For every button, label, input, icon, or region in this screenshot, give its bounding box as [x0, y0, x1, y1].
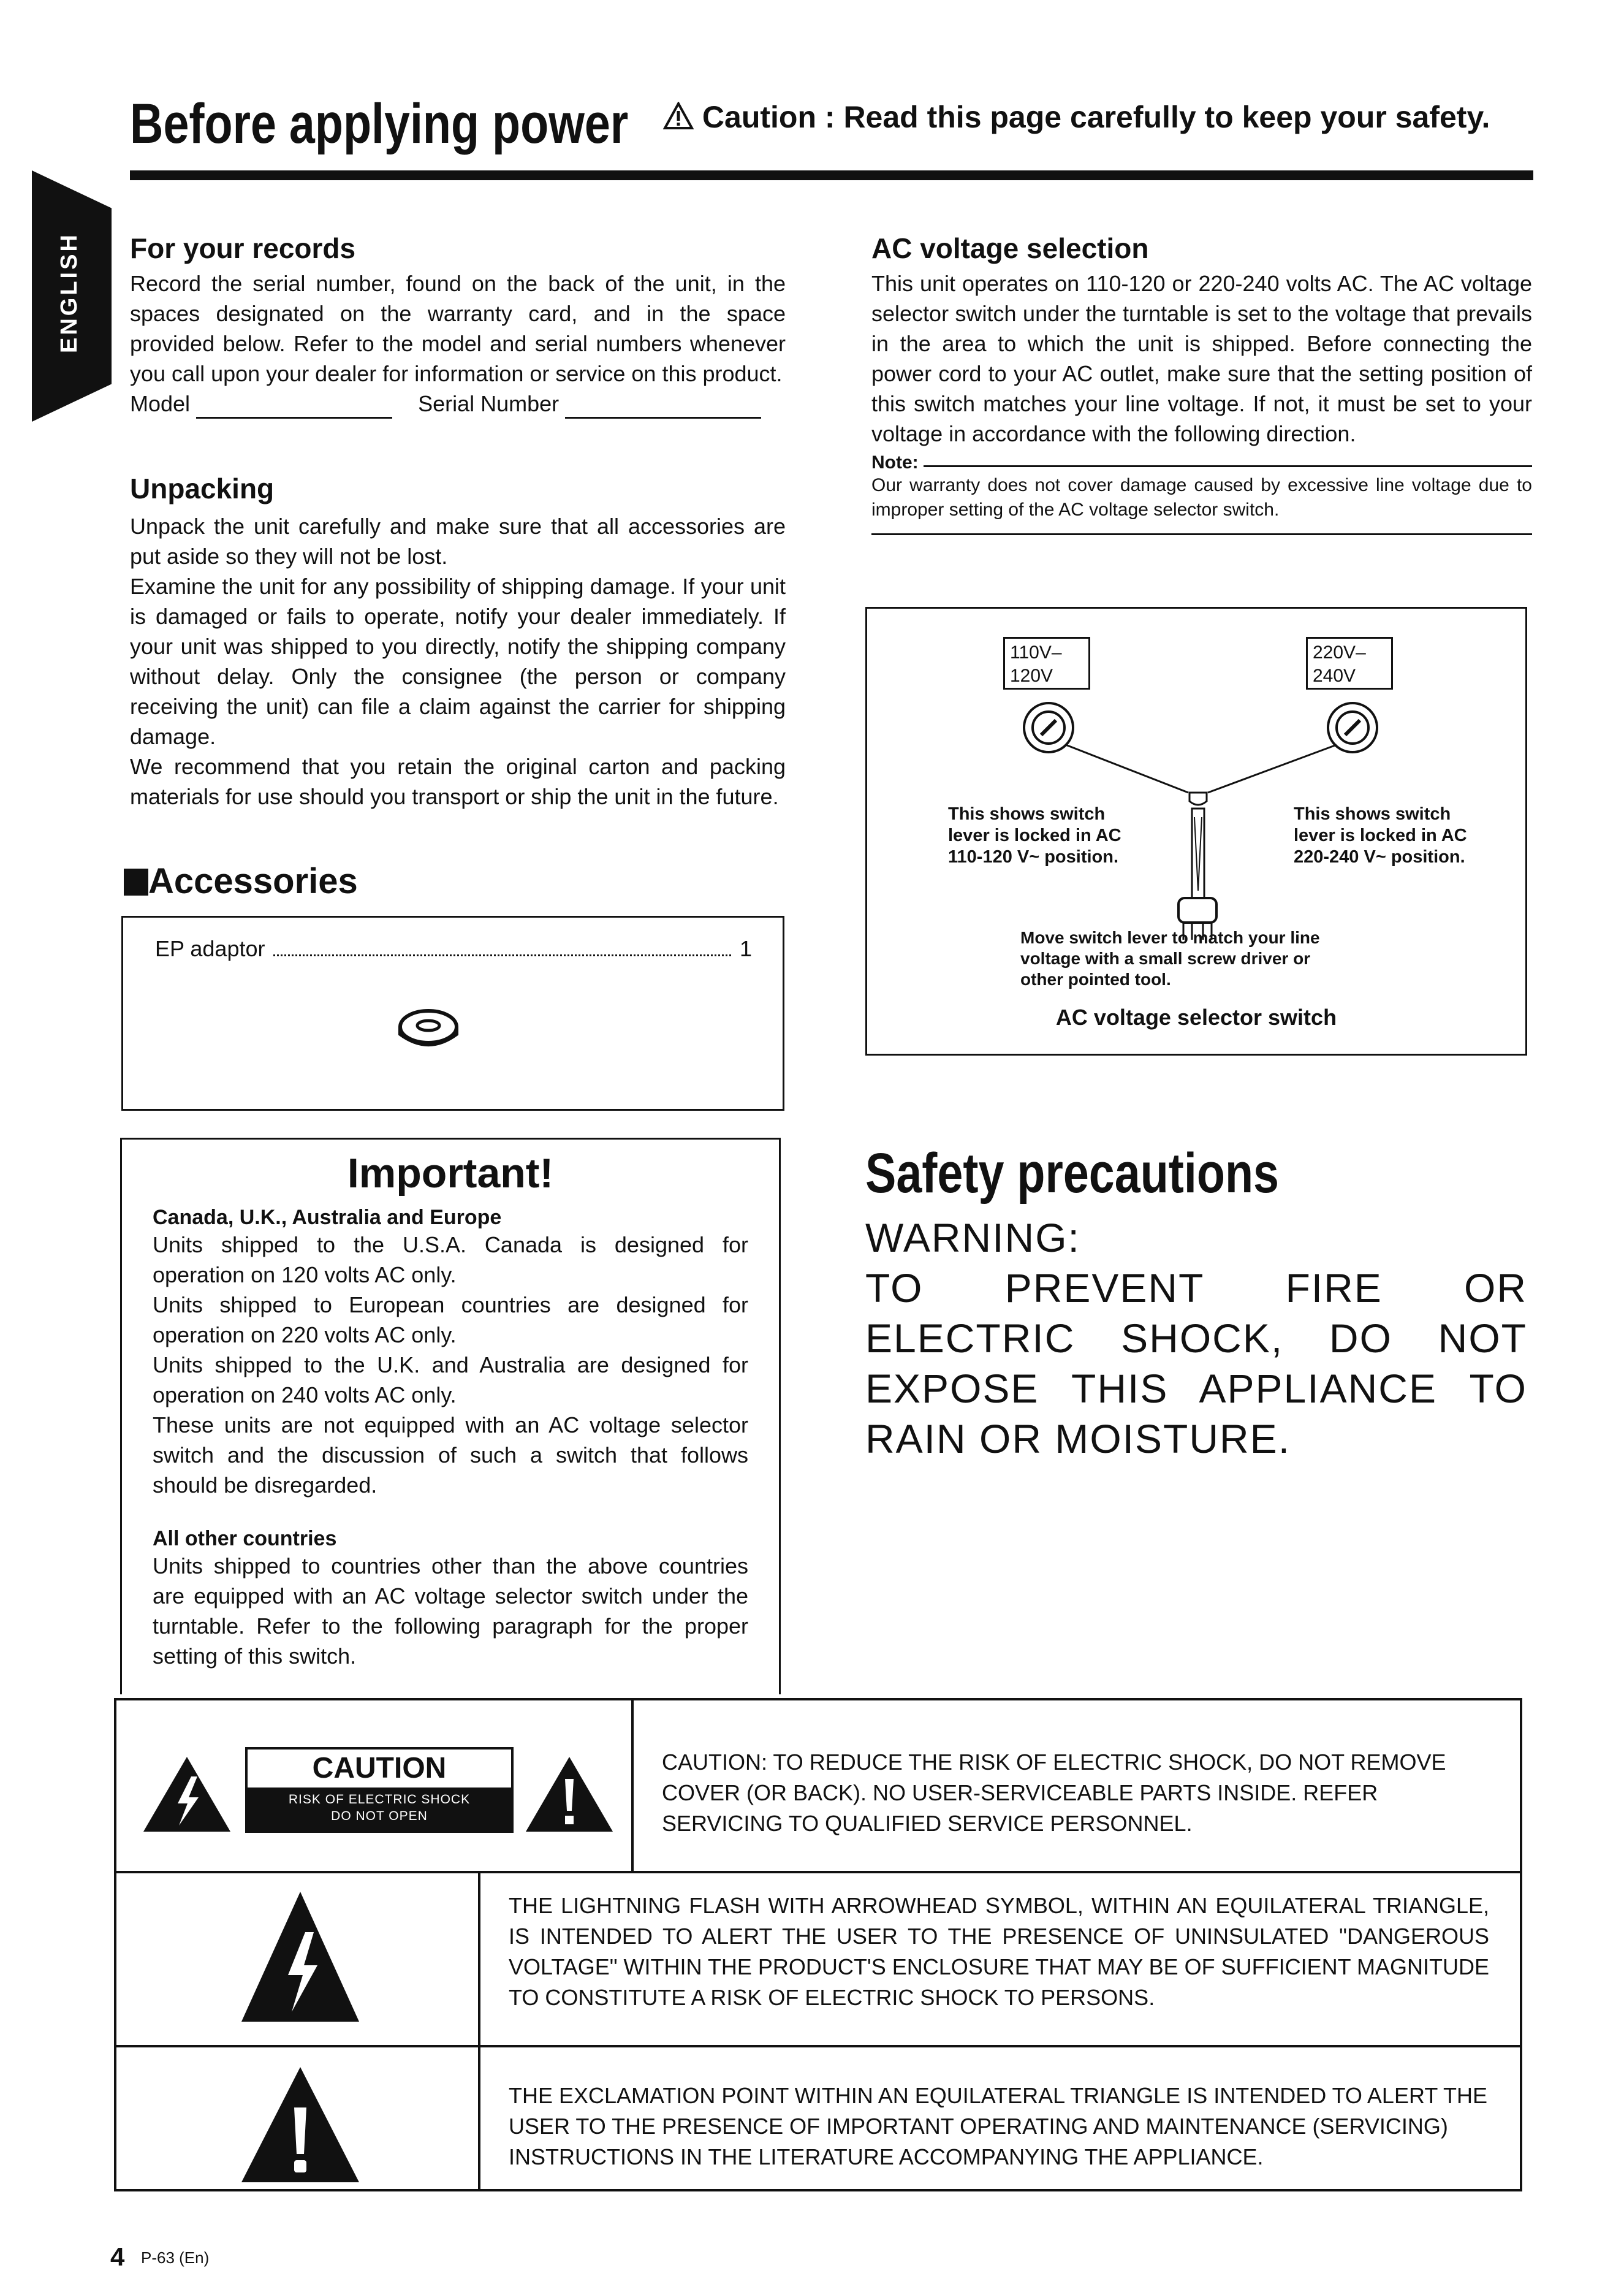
accessory-row [155, 934, 752, 964]
caution-row-3-text: THE EXCLAMATION POINT WITHIN AN EQUILATERAL TRIANGLE IS INTENDED TO ALERT THE USER TO THE PRESENCE OF IMPORTANT OPERATING AND MAINTENANCE (SERVICING) INSTRUCTIONS IN THE LITERATURE ACCOMPANYING THE APPLIANCE. [509, 2083, 1488, 2169]
warning-label: WARNING: [865, 1215, 1080, 1260]
caution-row-1 [116, 1700, 1520, 1873]
unpacking-heading: Unpacking [130, 473, 275, 504]
region-heading: Canada, U.K., Australia and Europe [153, 1206, 502, 1229]
unpacking-paragraph: Unpack the unit carefully and make sure that all accessories are put aside so they will not be lost. [130, 514, 786, 569]
serial-fields [130, 389, 786, 419]
accessories-box [121, 916, 784, 1111]
warning-text: TO PREVENT FIRE OR ELECTRIC SHOCK, DO NOT EXPOSE THIS APPLIANCE TO RAIN OR MOISTURE. [865, 1265, 1527, 1461]
move-instruction: Move switch lever to match your line voltage with a small screw driver or other pointed tool. [1020, 928, 1320, 989]
caution-table [114, 1698, 1522, 2191]
caution-row-3 [116, 2047, 1520, 2189]
unpacking-section [130, 472, 786, 812]
ac-voltage-heading: AC voltage selection [871, 232, 1149, 264]
row-divider [478, 2047, 480, 2189]
label-220-240: 220V– 240V [1306, 637, 1393, 690]
note-bottom-rule [871, 533, 1532, 535]
other-countries-text: Units shipped to countries other than the above countries are equipped with an AC voltage selector switch under the turntable. Refer to the following paragraph for the proper setting of this switch. [153, 1553, 748, 1669]
label-110-120: 110V– 120V [1003, 637, 1090, 690]
accessories-heading: Accessories [124, 861, 358, 902]
diagram-caption: AC voltage selector switch [1055, 1005, 1337, 1030]
square-bullet-icon [124, 869, 148, 896]
note-label: Note: [871, 452, 919, 473]
caution-label-title: CAUTION [312, 1752, 447, 1784]
records-section [130, 232, 786, 419]
other-countries-heading: All other countries [153, 1527, 337, 1550]
accessory-qty: 1 [739, 936, 752, 961]
important-paragraph: Units shipped to European countries are designed for operation on 220 volts AC only. [153, 1292, 748, 1347]
page-number: 4 [110, 2242, 125, 2271]
switch-drawing [867, 609, 1525, 952]
model-label: Model [130, 391, 191, 416]
warning-block [865, 1213, 1527, 1464]
accessory-item: EP adaptor [155, 936, 265, 961]
records-text: Record the serial number, found on the back of the unit, in the spaces designated on the warranty card, and in the space provided below. Refer to the model and serial numbers whenever you call upon your dealer for information or service on this product. [130, 271, 786, 386]
important-paragraph: These units are not equipped with an AC voltage selector switch and the discussion of such a switch that follows should be disregarded. [153, 1412, 748, 1498]
language-tab-label: ENGLISH [56, 232, 82, 354]
caution-label-box [245, 1747, 514, 1833]
voltage-selector-diagram [865, 607, 1527, 1056]
records-heading: For your records [130, 232, 356, 264]
caution-header [663, 99, 1490, 135]
safety-title: Safety precautions [865, 1142, 1279, 1205]
ep-adaptor-icon [392, 1003, 465, 1053]
important-heading: Important! [347, 1150, 554, 1197]
unpacking-paragraph: Examine the unit for any possibility of shipping damage. If your unit is damaged or fails to operate, notify your dealer immediately. If your unit was shipped to you directly, notify the shipping company without delay. Only the consignee (the person or company receiving the unit) can file a claim against the carrier for shipping damage. [130, 574, 786, 749]
header-rule [130, 170, 1533, 180]
caution-label: Caution [702, 100, 816, 134]
caution-row-2-text: THE LIGHTNING FLASH WITH ARROWHEAD SYMBOL, WITHIN AN EQUILATERAL TRIANGLE, IS INTENDED TO ALERT THE USER TO THE PRESENCE OF UNINSULATED "DANGEROUS VOLTAGE" WITHIN THE PRODUCT'S ENCLOSURE THAT MAY BE OF SUFFICIENT MAGNITUDE TO CONSTITUTE A RISK OF ELECTRIC SHOCK TO PERSONS. [509, 1893, 1489, 2010]
lightning-triangle-icon [141, 1754, 233, 1834]
exclamation-point-triangle-icon [239, 2065, 362, 2185]
row-divider [478, 1873, 480, 2045]
left-caption: This shows switch lever is locked in AC 110-120 V~ position. [948, 804, 1121, 867]
important-paragraph: Units shipped to the U.K. and Australia are designed for operation on 240 volts AC only. [153, 1352, 748, 1407]
caution-row-1-text: CAUTION: TO REDUCE THE RISK OF ELECTRIC SHOCK, DO NOT REMOVE COVER (OR BACK). NO USER-SERVICEABLE PARTS INSIDE. REFER SERVICING TO QUALIFIED SERVICE PERSONNEL. [662, 1749, 1446, 1836]
row-divider [631, 1700, 634, 1871]
unpacking-paragraph: We recommend that you retain the original carton and packing materials for use should you transport or ship the unit in the future. [130, 754, 786, 809]
exclamation-triangle-icon [523, 1754, 615, 1834]
caution-instruction: : Read this page carefully to keep your safety. [824, 100, 1490, 134]
serial-label: Serial Number [418, 391, 560, 416]
leader-dots [273, 954, 730, 956]
ac-voltage-text: This unit operates on 110-120 or 220-240 volts AC. The AC voltage selector switch under the turntable is set to the voltage that prevails in the area to which the unit is shipped. Before connecting the power cord to your AC outlet, make sure that the setting position of this switch matches your line voltage. If not, it must be set to your voltage in accordance with the following direction. [871, 271, 1532, 446]
caution-row-2 [116, 1873, 1520, 2047]
page-title: Before applying power [130, 93, 629, 155]
model-field[interactable] [196, 398, 392, 419]
page-code: P-63 (En) [141, 2248, 210, 2267]
important-content [153, 1206, 748, 1671]
ac-voltage-section [871, 232, 1532, 535]
note-rule [924, 465, 1532, 467]
warning-triangle-icon [663, 102, 694, 130]
caution-label-band: RISK OF ELECTRIC SHOCK DO NOT OPEN [248, 1788, 511, 1830]
serial-field[interactable] [565, 398, 761, 419]
important-paragraph: Units shipped to the U.S.A. Canada is designed for operation on 120 volts AC only. [153, 1232, 748, 1287]
note-row [871, 452, 1532, 473]
lightning-flash-triangle-icon [239, 1889, 362, 2024]
important-box [120, 1138, 781, 1694]
note-text: Our warranty does not cover damage caused by excessive line voltage due to improper setting of the AC voltage selector switch. [871, 475, 1532, 520]
right-caption: This shows switch lever is locked in AC 220-240 V~ position. [1294, 804, 1467, 867]
